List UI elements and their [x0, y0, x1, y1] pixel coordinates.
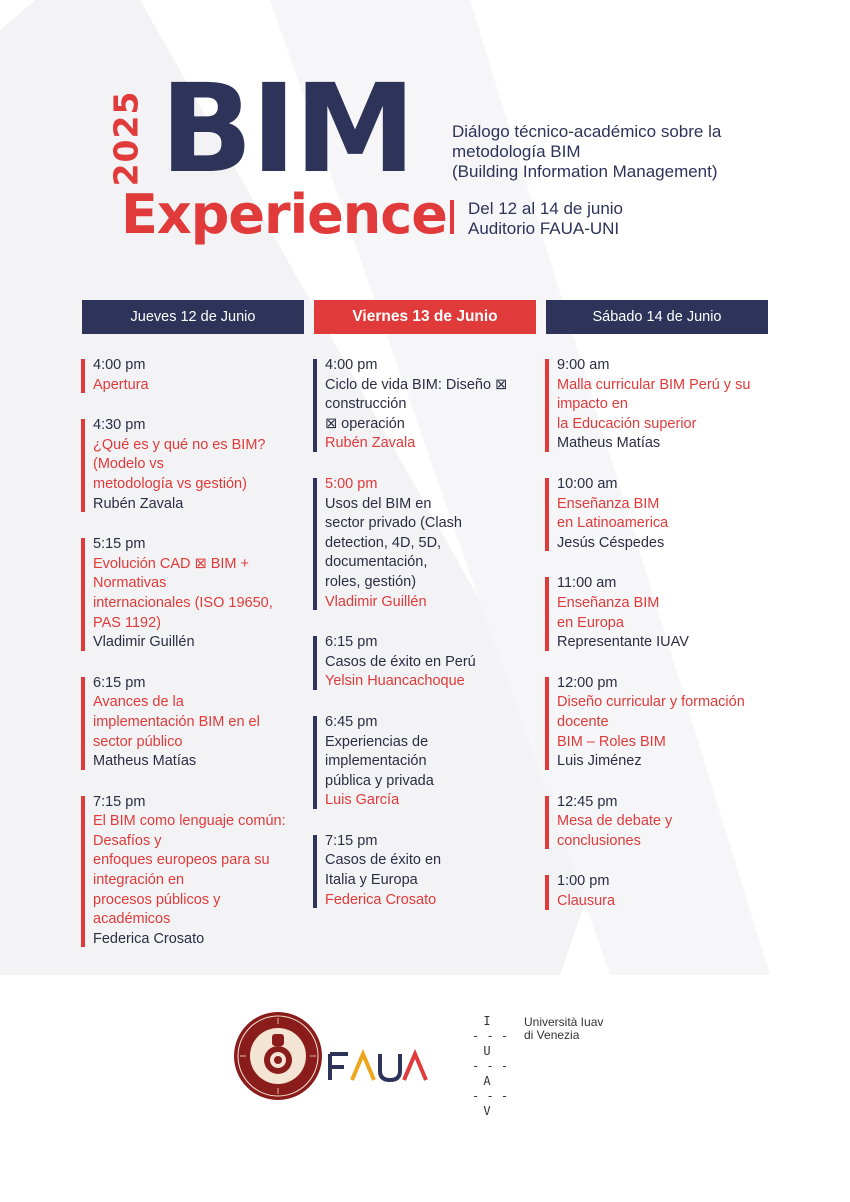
session-time: 10:00 am [557, 475, 618, 492]
session-item [81, 535, 311, 653]
session-accent-bar [545, 577, 549, 650]
event-info [468, 199, 623, 239]
session-title-line: Mesa de debate y [557, 813, 673, 830]
session-accent-bar [313, 636, 317, 690]
schedule-column-saturday [545, 356, 775, 933]
session-speaker: Rubén Zavala [93, 495, 184, 512]
session-speaker: Matheus Matías [557, 435, 661, 452]
session-time: 4:30 pm [93, 417, 146, 434]
session-title-line: Enseñanza BIM [557, 495, 660, 512]
uni-seal-logo [232, 1010, 324, 1102]
iuav-name-line: di Venezia [524, 1028, 580, 1042]
session-item [313, 475, 543, 612]
session-speaker: Vladimir Guillén [325, 593, 427, 610]
iuav-name-line: Università Iuav [524, 1015, 604, 1029]
session-title-line: implementación BIM en el [93, 713, 260, 730]
session-title-line: Malla curricular BIM Perú y su [557, 376, 751, 393]
session-item [545, 793, 775, 852]
session-title-line: conclusiones [557, 832, 641, 849]
session-title-line: Avances de la [93, 694, 184, 711]
event-year: 2025 [106, 90, 146, 186]
session-accent-bar [313, 716, 317, 809]
day-header-friday: Viernes 13 de Junio [314, 300, 536, 334]
session-title-line: Clausura [557, 893, 616, 910]
session-accent-bar [545, 796, 549, 850]
event-dates: Del 12 al 14 de junio [468, 199, 624, 218]
session-time: 7:15 pm [93, 793, 146, 810]
session-title-line: Diseño curricular y formación [557, 694, 745, 711]
session-speaker: Federica Crosato [325, 891, 437, 908]
session-time: 6:15 pm [93, 674, 146, 691]
schedule-column-thursday [81, 356, 311, 970]
description-line: Diálogo técnico-académico sobre la [452, 122, 722, 141]
session-title-line: (Modelo vs [93, 456, 164, 473]
session-title-line: Ciclo de vida BIM: Diseño ⊠ [325, 376, 508, 393]
session-item [545, 674, 775, 772]
session-title-line: El BIM como lenguaje común: [93, 813, 286, 830]
session-title-line: Apertura [93, 376, 149, 393]
session-accent-bar [545, 478, 549, 551]
session-accent-bar [313, 359, 317, 452]
session-speaker: Rubén Zavala [325, 435, 416, 452]
session-accent-bar [545, 677, 549, 770]
session-accent-bar [545, 359, 549, 452]
session-title-line: BIM – Roles BIM [557, 733, 666, 750]
session-title-line: procesos públicos y [93, 891, 221, 908]
faua-logo [328, 1048, 434, 1084]
session-title-line: sector privado (Clash [325, 515, 462, 532]
session-title-line: sector público [93, 733, 183, 750]
description-line: metodología BIM [452, 142, 581, 161]
session-title-line: detection, 4D, 5D, [325, 534, 442, 551]
session-title-line: ⊠ operación [325, 415, 405, 432]
session-title-line: roles, gestión) [325, 573, 417, 590]
session-speaker: Vladimir Guillén [93, 634, 195, 651]
session-item [313, 713, 543, 811]
session-title-line: PAS 1192) [93, 614, 161, 631]
session-speaker: Matheus Matías [93, 753, 197, 770]
session-title-line: Desafíos y [93, 832, 162, 849]
session-title-line: pública y privada [325, 772, 434, 789]
session-title-line: implementación [325, 753, 427, 770]
session-title-line: la Educación superior [557, 415, 697, 432]
event-title-bim: BIM [160, 58, 414, 200]
session-title-line: construcción [325, 396, 407, 413]
session-title-line: en Latinoamerica [557, 515, 669, 532]
session-time: 4:00 pm [325, 357, 378, 373]
session-title-line: Italia y Europa [325, 872, 418, 889]
session-item [313, 832, 543, 910]
day-header-thursday: Jueves 12 de Junio [82, 300, 304, 334]
session-title-line: integración en [93, 872, 185, 889]
schedule-column-friday [313, 356, 543, 931]
session-accent-bar [81, 538, 85, 651]
session-title-line: Casos de éxito en Perú [325, 653, 476, 670]
session-time: 5:15 pm [93, 536, 146, 553]
session-title-line: enfoques europeos para su [93, 852, 270, 869]
session-title-line: Enseñanza BIM [557, 594, 660, 611]
session-item [545, 574, 775, 652]
session-time: 11:00 am [557, 575, 617, 592]
session-title-line: internacionales (ISO 19650, [93, 594, 273, 611]
iuav-name [524, 1016, 603, 1042]
session-speaker: Yelsin Huancachoque [325, 673, 465, 690]
session-item [545, 872, 775, 911]
session-title-line: documentación, [325, 554, 428, 571]
session-title-line: impacto en [557, 396, 628, 413]
session-title-line: Experiencias de [325, 733, 429, 750]
session-item [545, 475, 775, 553]
session-accent-bar [81, 359, 85, 393]
session-time: 7:15 pm [325, 832, 378, 849]
session-title-line: docente [557, 713, 609, 730]
session-accent-bar [313, 478, 317, 610]
session-time: 5:00 pm [325, 475, 378, 492]
session-time: 9:00 am [557, 357, 610, 373]
session-speaker: Jesús Céspedes [557, 534, 665, 551]
session-time: 6:15 pm [325, 634, 378, 651]
session-time: 12:00 pm [557, 674, 618, 691]
session-item [81, 416, 311, 514]
session-speaker: Representante IUAV [557, 634, 689, 651]
session-time: 6:45 pm [325, 713, 378, 730]
session-item [313, 633, 543, 692]
description-line: (Building Information Management) [452, 162, 718, 181]
session-time: 1:00 pm [557, 873, 610, 890]
session-accent-bar [81, 796, 85, 948]
session-speaker: Luis García [325, 792, 400, 809]
event-venue: Auditorio FAUA-UNI [468, 219, 620, 238]
session-item [545, 356, 775, 454]
session-item [313, 356, 543, 454]
session-title-line: Normativas [93, 575, 167, 592]
session-title-line: académicos [93, 911, 171, 928]
session-speaker: Luis Jiménez [557, 753, 642, 770]
event-description [452, 122, 782, 182]
session-title-line: Casos de éxito en [325, 852, 442, 869]
session-title-line: ¿Qué es y qué no es BIM? [93, 436, 266, 453]
session-title-line: Usos del BIM en [325, 495, 432, 512]
session-time: 4:00 pm [93, 357, 146, 373]
session-title-line: Evolución CAD ⊠ BIM + [93, 555, 249, 572]
iuav-mark-logo: I - - - U - - - A - - - V [472, 1014, 509, 1118]
session-title-line: en Europa [557, 614, 624, 631]
event-title-experience: Experience [121, 183, 447, 246]
session-item [81, 356, 311, 395]
session-item [81, 793, 311, 950]
session-accent-bar [81, 419, 85, 512]
header-divider [450, 200, 454, 234]
session-accent-bar [313, 835, 317, 908]
session-speaker: Federica Crosato [93, 930, 205, 947]
session-item [81, 674, 311, 772]
session-accent-bar [545, 875, 549, 909]
session-accent-bar [81, 677, 85, 770]
session-time: 12:45 pm [557, 793, 618, 810]
day-header-saturday: Sábado 14 de Junio [546, 300, 768, 334]
session-title-line: metodología vs gestión) [93, 475, 247, 492]
